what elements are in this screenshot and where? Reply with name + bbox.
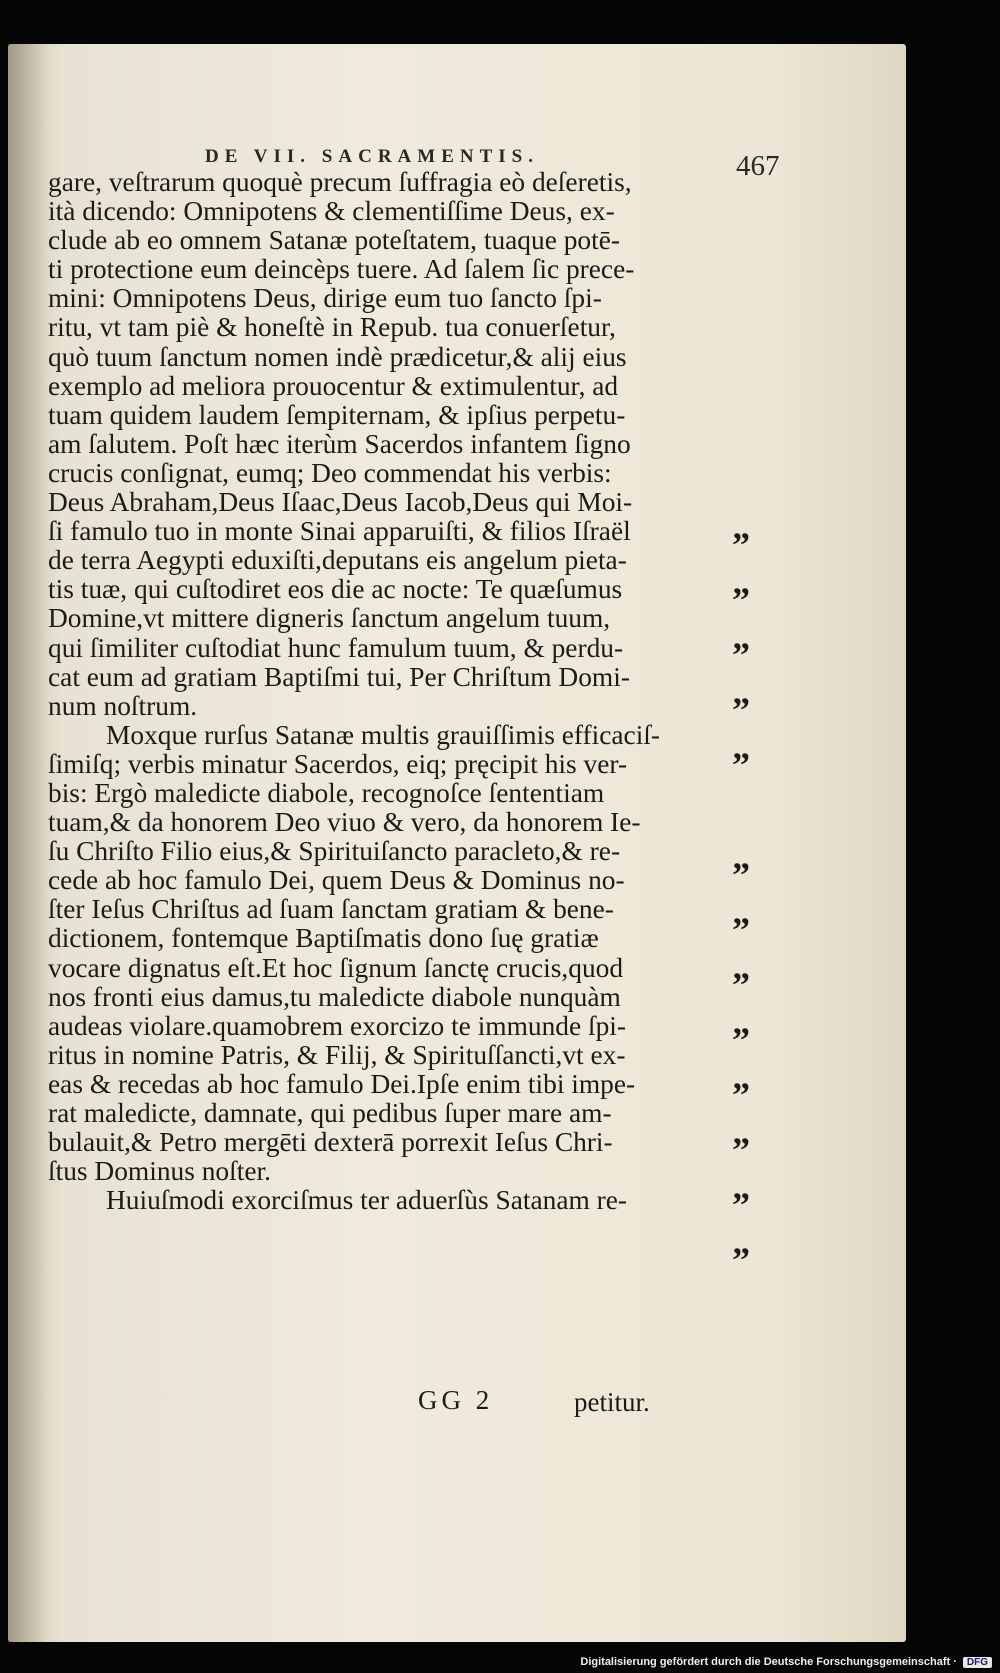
text-line: Moxque rurſus Satanæ multis grauiſſimis efficaciſ- [106, 719, 661, 750]
quote-mark: ” [732, 855, 744, 895]
quote-mark: ” [732, 910, 744, 950]
page-number: 467 [736, 150, 780, 182]
text-line: Domine,vt mittere digneris ſanctum angelum tuum, [48, 603, 611, 634]
text-line: nos fronti eius damus,tu maledicte diabole nunquàm [48, 981, 621, 1012]
quote-mark: ” [732, 1075, 744, 1115]
text-line: rat maledicte, damnate, qui pedibus ſuper mare am- [48, 1098, 612, 1128]
text-line: clude ab eo omnem Satanæ poteſtatem, tuaque potē- [48, 225, 620, 256]
text-line: ità dicendo: Omnipotens & clementiſſime Deus, ex- [48, 196, 615, 227]
quote-mark: ” [732, 1185, 744, 1225]
quote-mark: ” [732, 690, 744, 730]
text-line: ritus in nomine Patris, & Filij, & Spirituſſancti,vt ex- [48, 1039, 626, 1070]
text-line: quò tuum ſanctum nomen indè prædicetur,& alij eius [48, 341, 627, 372]
text-line: cede ab hoc famulo Dei, quem Deus & Dominus no- [48, 865, 625, 896]
signature-mark: GG 2 [418, 1385, 494, 1415]
text-line: am ſalutem. Poſt hæc iterùm Sacerdos infantem ſigno [48, 428, 631, 459]
text-line: mini: Omnipotens Deus, dirige eum tuo ſancto ſpi- [48, 283, 602, 314]
quote-mark: ” [732, 580, 744, 620]
quote-mark: ” [732, 965, 744, 1005]
text-line: vocare dignatus eſt.Et hoc ſignum ſanctę crucis,quod [48, 952, 624, 983]
quote-mark: ” [732, 635, 744, 675]
text-line: exemplo ad meliora prouocentur & extimulentur, ad [48, 370, 619, 401]
quote-mark: ” [732, 1020, 744, 1060]
funding-footer [580, 1654, 992, 1670]
running-head: DE VII. SACRAMENTIS. [205, 146, 539, 167]
text-line: bulauit,& Petro mergēti dexterā porrexit Ieſus Chri- [48, 1127, 613, 1158]
quote-mark: ” [732, 525, 744, 565]
text-line: ritu, vt tam piè & honeſtè in Repub. tua conuerſetur, [48, 312, 616, 343]
body-text [48, 168, 728, 1215]
text-line: qui ſimiliter cuſtodiat hunc famulum tuum, & perdu- [48, 632, 624, 663]
text-line: cat eum ad gratiam Baptiſmi tui, Per Chriſtum Domi- [48, 661, 630, 692]
text-line: bis: Ergò maledicte diabole, recognoſce ſententiam [48, 777, 605, 808]
text-line: ſter Ieſus Chriſtus ad ſuam ſanctam gratiam & bene- [48, 894, 614, 925]
footer-text: Digitalisierung gefördert durch die Deutsche Forschungsgemeinschaft · [580, 1656, 957, 1668]
text-line: ſtus Dominus noſter. [48, 1156, 271, 1187]
text-line: tuam quidem laudem ſempiternam, & ipſius perpetu- [48, 399, 626, 430]
text-line: audeas violare.quamobrem exorcizo te immunde ſpi- [48, 1010, 627, 1041]
text-line: gare, veſtrarum quoquè precum ſuffragia eò deſeretis, [48, 167, 632, 197]
text-line: crucis conſignat, eumq; Deo commendat his verbis: [48, 457, 612, 488]
text-line: ſu Chriſto Filio eius,& Spirituiſancto paracleto,& re- [48, 836, 621, 867]
text-line: num noſtrum. [48, 690, 198, 721]
text-line: de terra Aegypti eduxiſti,deputans eis angelum pieta- [48, 545, 627, 576]
text-line: dictionem, fontemque Baptiſmatis dono ſuę gratiæ [48, 923, 599, 954]
text-line: eas & recedas ab hoc famulo Dei.Ipſe enim tibi impe- [48, 1068, 636, 1099]
text-line: ſi famulo tuo in monte Sinai apparuiſti, & filios Iſraël [48, 516, 631, 547]
catchword: petitur. [574, 1387, 650, 1417]
text-line: ſimiſq; verbis minatur Sacerdos, eiq; pręcipit his ver- [48, 748, 628, 779]
text-line: ti protectione eum deincèps tuere. Ad ſalem ſic prece- [48, 254, 635, 285]
margin-quote-marks [732, 0, 792, 1673]
dfg-logo: DFG [963, 1657, 992, 1668]
text-line: Deus Abraham,Deus Iſaac,Deus Iacob,Deus qui Moi- [48, 487, 633, 518]
text-line: Huiuſmodi exorciſmus ter aduerſùs Satanam re- [106, 1185, 628, 1216]
quote-mark: ” [732, 1240, 744, 1280]
quote-mark: ” [732, 1130, 744, 1170]
text-line: tuam,& da honorem Deo viuo & vero, da honorem Ie- [48, 807, 641, 838]
quote-mark: ” [732, 745, 744, 785]
text-line: tis tuæ, qui cuſtodiret eos die ac nocte: Te quæſumus [48, 574, 623, 605]
